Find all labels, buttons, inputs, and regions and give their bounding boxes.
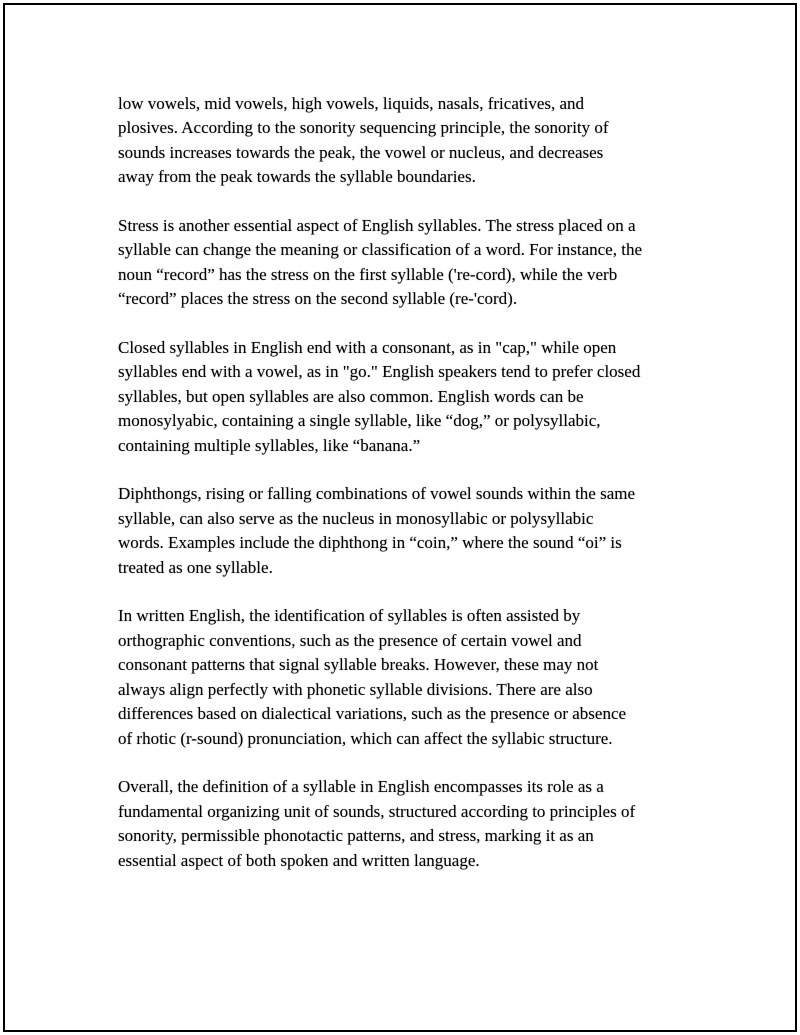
text-line: monosylyabic, containing a single syllable, like “dog,” or polysyllabic, <box>118 411 601 431</box>
text-line: Stress is another essential aspect of English syllables. The stress placed on a <box>118 216 636 236</box>
document-body <box>118 92 698 897</box>
text-line: differences based on dialectical variations, such as the presence or absence <box>118 704 627 724</box>
paragraph <box>118 92 698 190</box>
text-line: plosives. According to the sonority sequencing principle, the sonority of <box>118 118 609 138</box>
text-line: of rhotic (r-sound) pronunciation, which can affect the syllabic structure. <box>118 728 613 748</box>
text-line: syllables end with a vowel, as in "go." English speakers tend to prefer closed <box>118 362 641 382</box>
text-line: noun “record” has the stress on the first syllable ('re-cord), while the verb <box>118 264 618 284</box>
text-line: containing multiple syllables, like “banana.” <box>118 435 421 455</box>
text-line: “record” places the stress on the second syllable (re-'cord). <box>118 289 518 309</box>
text-line: fundamental organizing unit of sounds, structured according to principles of <box>118 801 636 821</box>
text-line: sonority, permissible phonotactic patterns, and stress, marking it as an <box>118 826 594 846</box>
text-line: consonant patterns that signal syllable breaks. However, these may not <box>118 655 599 675</box>
text-line: syllable can change the meaning or classification of a word. For instance, the <box>118 240 642 260</box>
text-line: syllable, can also serve as the nucleus in monosyllabic or polysyllabic <box>118 508 594 528</box>
text-line: Overall, the definition of a syllable in English encompasses its role as a <box>118 777 604 797</box>
text-line: low vowels, mid vowels, high vowels, liquids, nasals, fricatives, and <box>118 94 585 113</box>
text-line: essential aspect of both spoken and written language. <box>118 850 480 870</box>
paragraph <box>118 775 698 873</box>
text-line: Closed syllables in English end with a consonant, as in "cap," while open <box>118 338 617 358</box>
text-line: words. Examples include the diphthong in “coin,” where the sound “oi” is <box>118 533 622 553</box>
text-line: away from the peak towards the syllable boundaries. <box>118 167 476 187</box>
text-line: orthographic conventions, such as the presence of certain vowel and <box>118 630 582 650</box>
paragraph <box>118 482 698 580</box>
text-line: syllables, but open syllables are also common. English words can be <box>118 386 584 406</box>
text-line: treated as one syllable. <box>118 557 273 577</box>
paragraph <box>118 336 698 458</box>
text-line: In written English, the identification of syllables is often assisted by <box>118 606 581 626</box>
text-line: Diphthongs, rising or falling combinations of vowel sounds within the same <box>118 484 636 504</box>
paragraph <box>118 604 698 750</box>
paragraph <box>118 214 698 312</box>
text-line: always align perfectly with phonetic syllable divisions. There are also <box>118 679 593 699</box>
text-line: sounds increases towards the peak, the vowel or nucleus, and decreases <box>118 142 604 162</box>
